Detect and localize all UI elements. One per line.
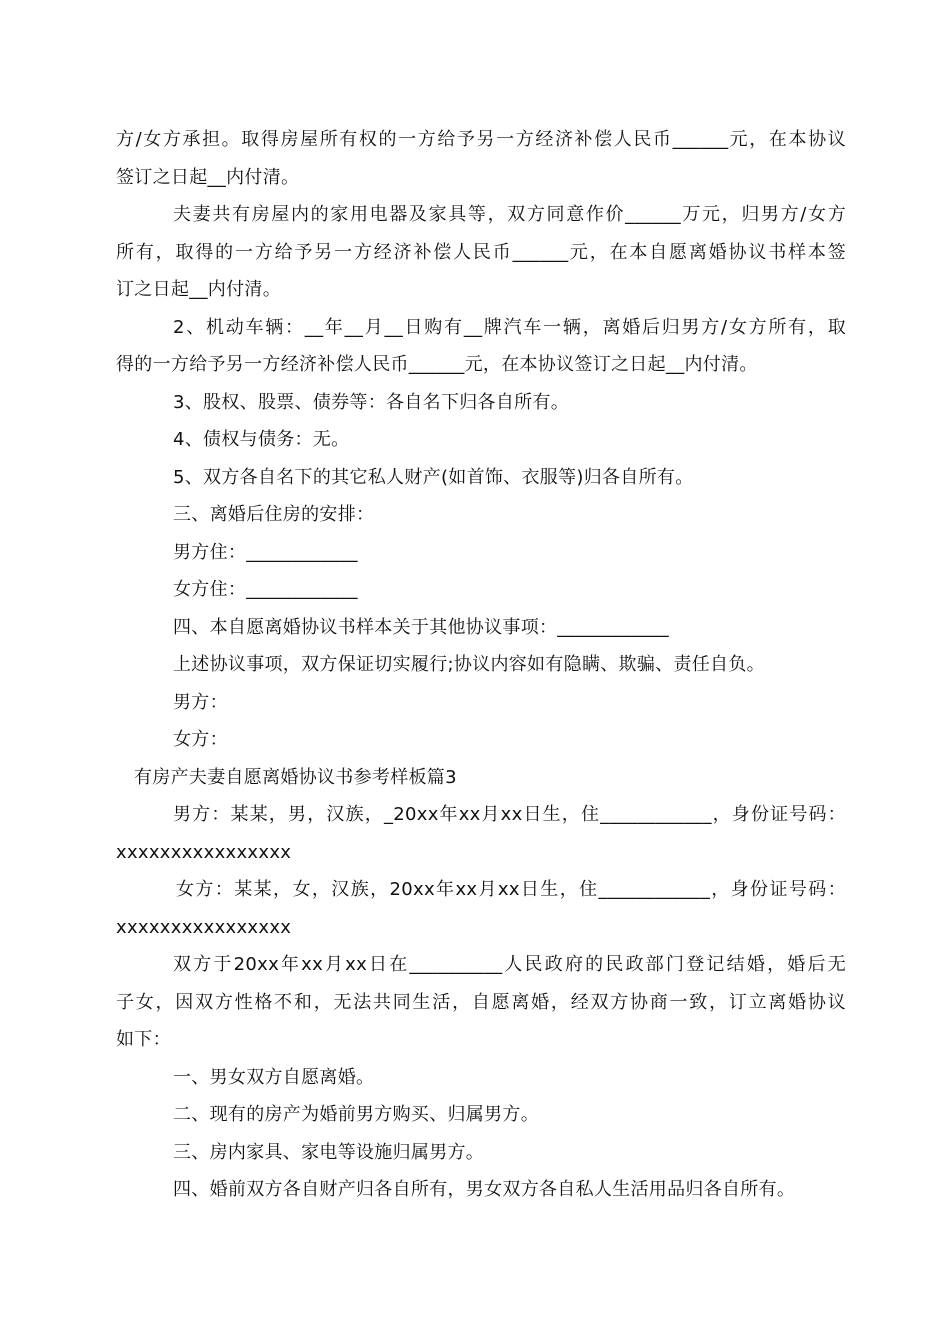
text-line: 男方住：____________ (173, 541, 358, 563)
id-number-male: xxxxxxxxxxxxxxxx (116, 841, 292, 863)
text-line: 签订之日起__内付清。 (116, 166, 300, 188)
text-line: 上述协议事项，双方保证切实履行;协议内容如有隐瞒、欺骗、责任自负。 (173, 654, 765, 675)
text-line: 2、机动车辆：__年__月__日购有__牌汽车一辆，离婚后归男方/女方所有，取 (173, 316, 846, 338)
text-line: 男方：某某，男，汉族，_20xx年xx月xx日生，住____________，身份证号码： (173, 804, 846, 825)
clause-item: 二、现有的房产为婚前男方购买、归属男方。 (173, 1104, 539, 1125)
clause-item: 一、男女双方自愿离婚。 (173, 1066, 375, 1088)
signature-line-female: 女方： (173, 729, 228, 750)
text-line: 方/女方承担。取得房屋所有权的一方给予另一方经济补偿人民币______元，在本协议 (116, 129, 846, 150)
text-line: 4、债权与债务：无。 (173, 429, 350, 450)
text-line: 得的一方给予另一方经济补偿人民币______元，在本协议签订之日起__内付清。 (116, 354, 758, 375)
text-line: 女方住：____________ (173, 579, 358, 600)
text-line: 所有，取得的一方给予另一方经济补偿人民币______元，在本自愿离婚协议书样本签 (116, 241, 846, 263)
signature-line-male: 男方： (173, 691, 228, 713)
text-line: 双方于20xx年xx月xx日在__________人民政府的民政部门登记结婚，婚后无 (173, 954, 846, 975)
text-line: 女方：某某，女，汉族，20xx年xx月xx日生，住____________，身份证号码： (176, 879, 846, 900)
id-number-female: xxxxxxxxxxxxxxxx (116, 916, 292, 938)
text-line: 子女，因双方性格不和，无法共同生活，自愿离婚，经双方协商一致，订立离婚协议 (116, 991, 846, 1013)
text-line: 3、股权、股票、债券等：各自名下归各自所有。 (173, 391, 570, 413)
text-line: 5、双方各自名下的其它私人财产(如首饰、衣服等)归各自所有。 (173, 466, 694, 488)
text-line: 订之日起__内付清。 (116, 279, 281, 300)
document-body (116, 121, 846, 1209)
clause-item: 三、房内家具、家电等设施归属男方。 (173, 1141, 485, 1163)
text-line: 如下： (116, 1029, 171, 1050)
section-heading: 四、本自愿离婚协议书样本关于其他协议事项：____________ (173, 616, 669, 638)
text-line: 夫妻共有房屋内的家用电器及家具等，双方同意作价______万元，归男方/女方 (173, 204, 846, 225)
article-title: 有房产夫妻自愿离婚协议书参考样板篇3 (134, 766, 457, 788)
clause-item: 四、婚前双方各自财产归各自所有，男女双方各自私人生活用品归各自所有。 (173, 1179, 796, 1200)
section-heading: 三、离婚后住房的安排： (173, 504, 375, 525)
